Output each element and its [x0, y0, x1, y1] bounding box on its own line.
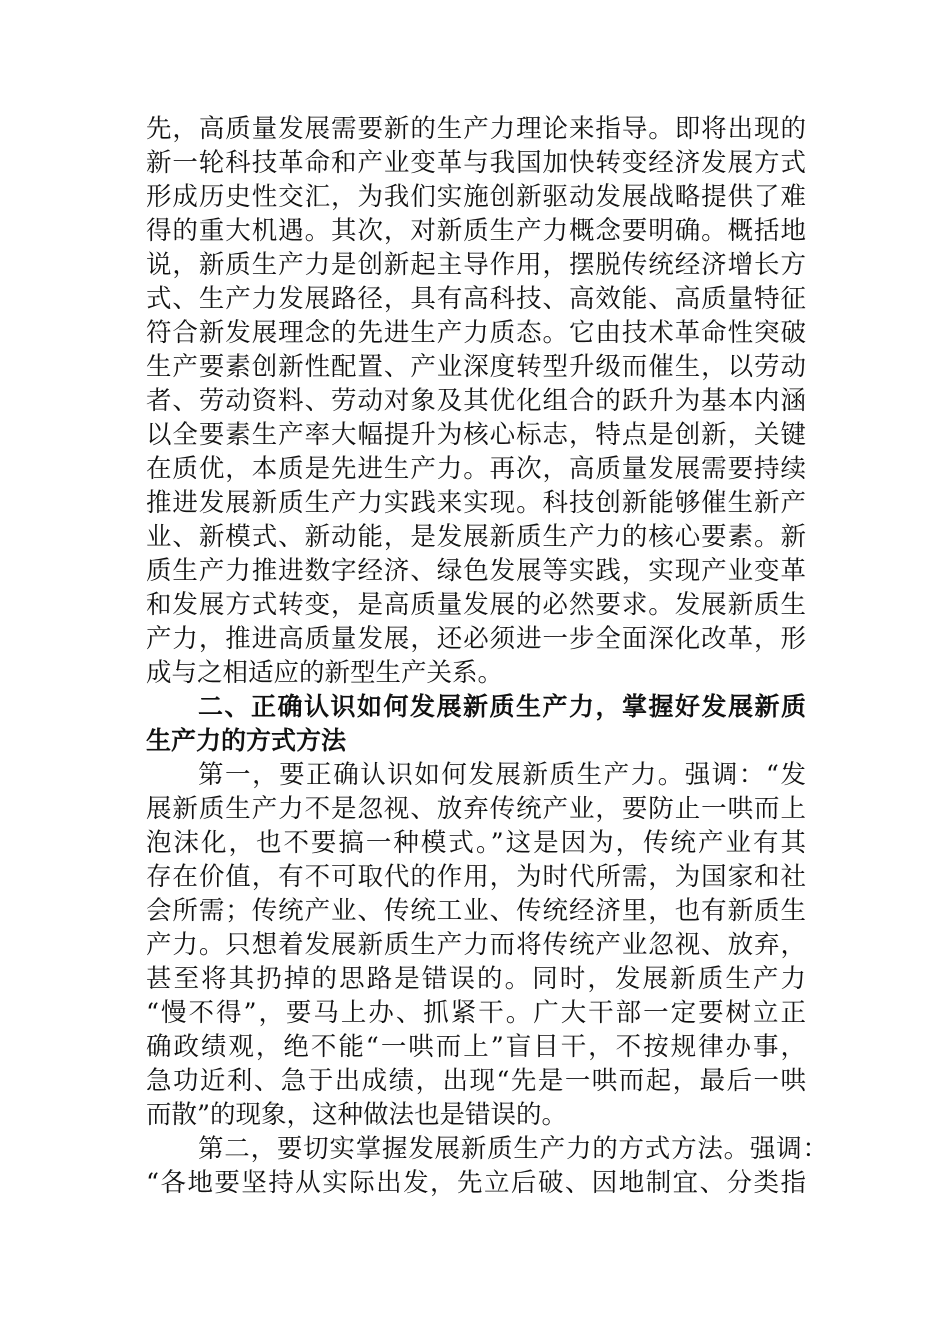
- text-line: 业、新模式、新动能，是发展新质生产力的核心要素。新: [146, 522, 806, 552]
- text-line: 确政绩观，绝不能“一哄而上”盲目干，不按规律办事，: [146, 1032, 806, 1062]
- document-body: [146, 112, 828, 1200]
- text-line: 式、生产力发展路径，具有高科技、高效能、高质量特征: [146, 284, 806, 314]
- text-line: 质生产力推进数字经济、绿色发展等实践，实现产业变革: [146, 556, 806, 586]
- paragraph-2: [146, 758, 806, 1132]
- text-line: 产力，推进高质量发展，还必须进一步全面深化改革，形: [146, 624, 806, 654]
- text-line: 产力。只想着发展新质生产力而将传统产业忽视、放弃，: [146, 930, 806, 960]
- section-heading: [146, 690, 806, 758]
- text-line: 说，新质生产力是创新起主导作用，摆脱传统经济增长方: [146, 250, 806, 280]
- text-line: 推进发展新质生产力实践来实现。科技创新能够催生新产: [146, 488, 806, 518]
- text-line: 第二，要切实掌握发展新质生产力的方式方法。强调：: [198, 1134, 828, 1164]
- text-line: 展新质生产力不是忽视、放弃传统产业，要防止一哄而上: [146, 794, 806, 824]
- text-line: “慢不得”，要马上办、抓紧干。广大干部一定要树立正: [146, 998, 806, 1028]
- text-line: 形成历史性交汇，为我们实施创新驱动发展战略提供了难: [146, 182, 806, 212]
- text-line: 成与之相适应的新型生产关系。: [146, 658, 504, 688]
- heading-line: 二、正确认识如何发展新质生产力，掌握好发展新质: [198, 692, 806, 721]
- text-line: 会所需；传统产业、传统工业、传统经济里，也有新质生: [146, 896, 806, 926]
- text-line: 生产要素创新性配置、产业深度转型升级而催生，以劳动: [146, 352, 806, 382]
- text-line: 急功近利、急于出成绩，出现“先是一哄而起，最后一哄: [146, 1066, 806, 1096]
- text-line: 新一轮科技革命和产业变革与我国加快转变经济发展方式: [146, 148, 806, 178]
- text-line: 存在价值，有不可取代的作用，为时代所需，为国家和社: [146, 862, 806, 892]
- text-line: 和发展方式转变，是高质量发展的必然要求。发展新质生: [146, 590, 806, 620]
- paragraph-1: [146, 112, 806, 690]
- text-line: 第一，要正确认识如何发展新质生产力。强调：“发: [198, 760, 806, 790]
- text-line: 先，高质量发展需要新的生产力理论来指导。即将出现的: [146, 114, 806, 144]
- text-line: 得的重大机遇。其次，对新质生产力概念要明确。概括地: [146, 216, 806, 246]
- text-line: 甚至将其扔掉的思路是错误的。同时，发展新质生产力: [146, 964, 806, 994]
- text-line: 以全要素生产率大幅提升为核心标志，特点是创新，关键: [146, 420, 806, 450]
- text-line: 而散”的现象，这种做法也是错误的。: [146, 1100, 568, 1130]
- text-line: 泡沫化，也不要搞一种模式。”这是因为，传统产业有其: [146, 828, 806, 858]
- paragraph-3: [146, 1132, 828, 1200]
- heading-line: 生产力的方式方法: [146, 726, 347, 755]
- text-line: 者、劳动资料、劳动对象及其优化组合的跃升为基本内涵: [146, 386, 806, 416]
- text-line: 符合新发展理念的先进生产力质态。它由技术革命性突破: [146, 318, 806, 348]
- text-line: 在质优，本质是先进生产力。再次，高质量发展需要持续: [146, 454, 806, 484]
- text-line: “各地要坚持从实际出发，先立后破、因地制宜、分类指: [146, 1168, 806, 1198]
